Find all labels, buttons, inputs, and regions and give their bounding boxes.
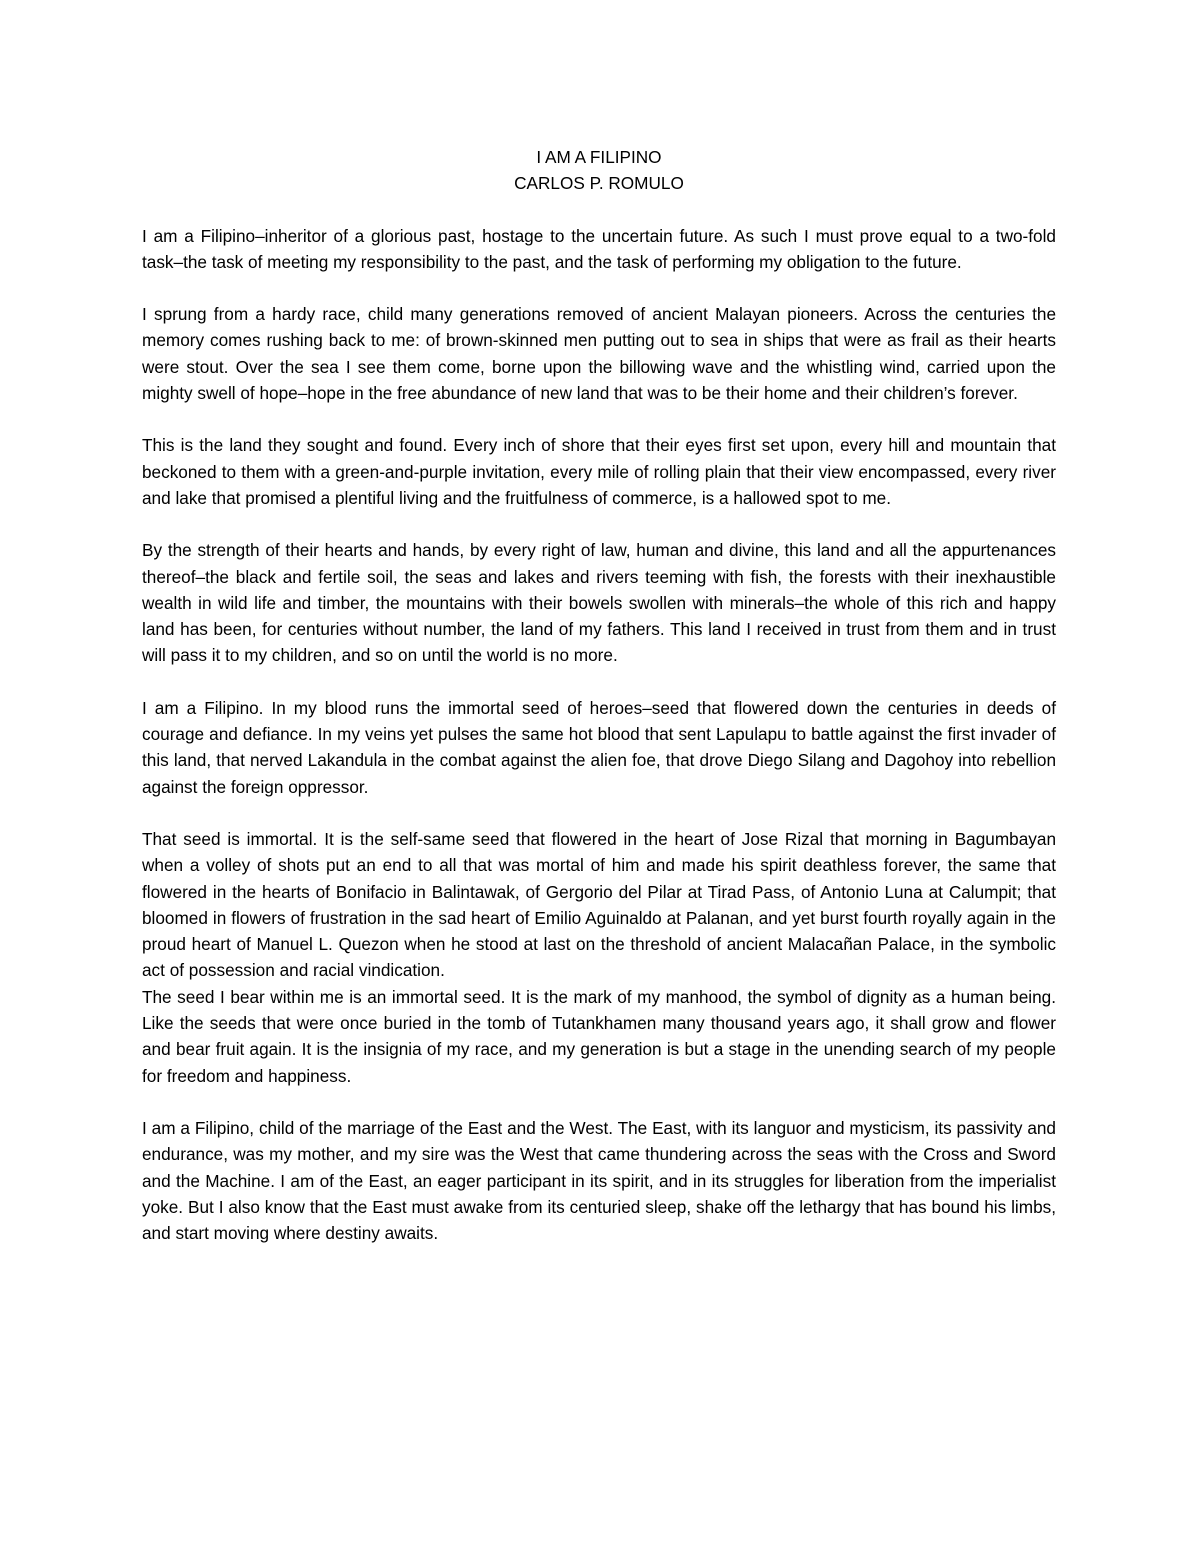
document-title: I AM A FILIPINO [536, 147, 662, 167]
paragraph: That seed is immortal. It is the self-same seed that flowered in the heart of Jose Rizal that morning in Bagumbayan when a volley of shots put an end to all that was mortal of him and made his spirit deathless forever, the same that flowered in the hearts of Bonifacio in Balintawak, of Gergorio del Pilar at Tirad Pass, of Antonio Luna at Calumpit; that bloomed in flowers of frustration in the sad heart of Emilio Aguinaldo at Palanan, and yet burst fourth royally again in the proud heart of Manuel L. Quezon when he stood at last on the threshold of ancient Malacañan Palace, in the symbolic act of possession and racial vindication. [142, 828, 1056, 981]
paragraph: By the strength of their hearts and hands, by every right of law, human and divine, this land and all the appurtenances thereof–the black and fertile soil, the seas and lakes and rivers teeming with fish, the forests with their inexhaustible wealth in wild life and timber, the mountains with their bowels swollen with minerals–the whole of this rich and happy land has been, for centuries without number, the land of my fathers. This land I received in trust from them and in trust will pass it to my children, and so on until the world is no more. [142, 540, 1056, 666]
document-body [142, 144, 1056, 1272]
document-author: CARLOS P. ROMULO [514, 173, 684, 194]
paragraph: I am a Filipino–inheritor of a glorious past, hostage to the uncertain future. As such I must prove equal to a two-fold task–the task of meeting my responsibility to the past, and the task of performing my obligation to the future. [142, 225, 1056, 272]
paragraph: I am a Filipino, child of the marriage of the East and the West. The East, with its languor and mysticism, its passivity and endurance, was my mother, and my sire was the West that came thundering across the seas with the Cross and Sword and the Machine. I am of the East, an eager participant in its spirit, and in its struggles for liberation from the imperialist yoke. But I also know that the East must awake from its centuried sleep, shake off the lethargy that has bound his limbs, and start moving where destiny awaits. [142, 1117, 1056, 1244]
paragraph: The seed I bear within me is an immortal seed. It is the mark of my manhood, the symbol of dignity as a human being. Like the seeds that were once buried in the tomb of Tutankhamen many thousand years ago, it shall grow and flower and bear fruit again. It is the insignia of my race, and my generation is but a stage in the unending search of my people for freedom and happiness. [142, 986, 1056, 1086]
paragraph: This is the land they sought and found. Every inch of shore that their eyes first set upon, every hill and mountain that beckoned to them with a green-and-purple invitation, every mile of rolling plain that their view encompassed, every river and lake that promised a plentiful living and the fruitfulness of commerce, is a hallowed spot to me. [142, 435, 1056, 508]
paragraph: I sprung from a hardy race, child many generations removed of ancient Malayan pioneers. Across the centuries the memory comes rushing back to me: of brown-skinned men putting out to sea in ships that were as frail as their hearts were stout. Over the sea I see them come, borne upon the billowing wave and the whistling wind, carried upon the mighty swell of hope–hope in the free abundance of new land that was to be their home and their children’s forever. [142, 304, 1056, 404]
title-block [142, 144, 1056, 197]
paragraph: I am a Filipino. In my blood runs the immortal seed of heroes–seed that flowered down the centuries in deeds of courage and defiance. In my veins yet pulses the same hot blood that sent Lapulapu to battle against the first invader of this land, that nerved Lakandula in the combat against the alien foe, that drove Diego Silang and Dagohoy into rebellion against the foreign oppressor. [142, 697, 1056, 797]
